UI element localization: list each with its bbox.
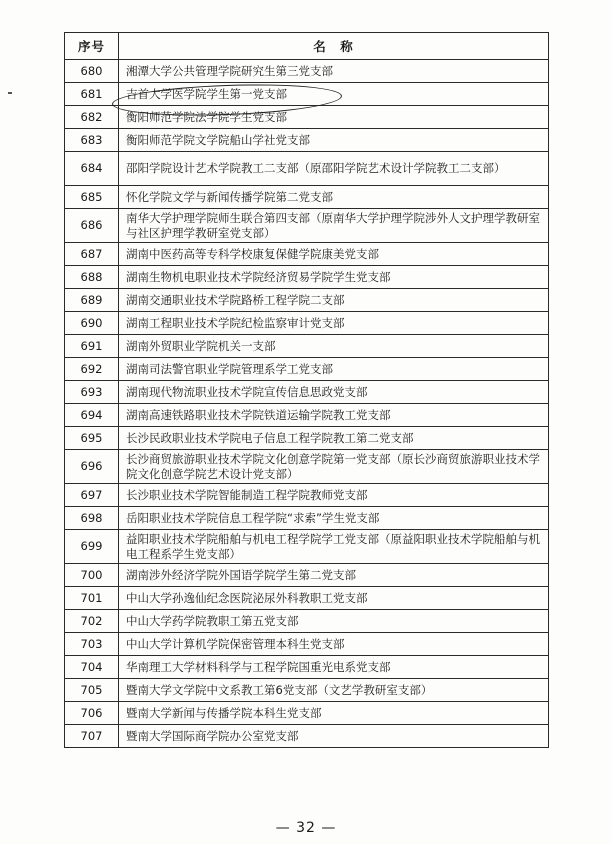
row-name: 中山大学药学院教职工第五党支部 <box>119 610 549 633</box>
row-number: 695 <box>65 427 119 450</box>
row-number: 693 <box>65 381 119 404</box>
row-number: 688 <box>65 266 119 289</box>
row-name: 南华大学护理学院师生联合第四支部（原南华大学护理学院涉外人文护理学教研室与社区护理学教研室党支部） <box>119 209 549 243</box>
table-row <box>65 186 549 209</box>
table-row <box>65 312 549 335</box>
row-number: 687 <box>65 243 119 266</box>
row-name: 长沙商贸旅游职业技术学院文化创意学院第一党支部（原长沙商贸旅游职业技术学院文化创意学院艺术设计党支部） <box>119 450 549 484</box>
row-name: 长沙职业技术学院智能制造工程学院教师党支部 <box>119 484 549 507</box>
table-row <box>65 484 549 507</box>
row-name: 湘潭大学公共管理学院研究生第三党支部 <box>119 60 549 83</box>
table-header-row <box>65 33 549 60</box>
table-row <box>65 129 549 152</box>
row-name: 湖南司法警官职业学院管理系学工党支部 <box>119 358 549 381</box>
header-num: 序号 <box>65 33 119 60</box>
row-name: 暨南大学新闻与传播学院本科生党支部 <box>119 702 549 725</box>
table-row <box>65 209 549 243</box>
row-number: 680 <box>65 60 119 83</box>
table-row <box>65 427 549 450</box>
row-name: 湖南现代物流职业技术学院宣传信息思政党支部 <box>119 381 549 404</box>
row-name: 暨南大学国际商学院办公室党支部 <box>119 725 549 748</box>
row-name: 岳阳职业技术学院信息工程学院“求索”学生党支部 <box>119 507 549 530</box>
table-row <box>65 702 549 725</box>
row-number: 684 <box>65 152 119 186</box>
row-number: 698 <box>65 507 119 530</box>
table-row <box>65 587 549 610</box>
row-number: 696 <box>65 450 119 484</box>
row-name: 湖南中医药高等专科学校康复保健学院康美党支部 <box>119 243 549 266</box>
branch-list-table <box>64 32 549 748</box>
row-number: 691 <box>65 335 119 358</box>
table-row <box>65 530 549 564</box>
page-number: — 32 — <box>275 820 337 836</box>
row-name: 湖南生物机电职业技术学院经济贸易学院学生党支部 <box>119 266 549 289</box>
row-number: 707 <box>65 725 119 748</box>
table-row <box>65 289 549 312</box>
table-row <box>65 243 549 266</box>
header-name: 名 称 <box>119 33 549 60</box>
table-row <box>65 381 549 404</box>
row-number: 681 <box>65 83 119 106</box>
row-number: 706 <box>65 702 119 725</box>
row-name: 怀化学院文学与新闻传播学院第二党支部 <box>119 186 549 209</box>
row-number: 692 <box>65 358 119 381</box>
row-number: 690 <box>65 312 119 335</box>
scan-mark <box>8 92 12 94</box>
row-name: 邵阳学院设计艺术学院教工二支部（原邵阳学院艺术设计学院教工二支部） <box>119 152 549 186</box>
row-name: 湖南交通职业技术学院路桥工程学院二支部 <box>119 289 549 312</box>
row-number: 705 <box>65 679 119 702</box>
row-name: 衡阳师范学院文学院船山学社党支部 <box>119 129 549 152</box>
row-name: 长沙民政职业技术学院电子信息工程学院教工第二党支部 <box>119 427 549 450</box>
row-number: 697 <box>65 484 119 507</box>
row-name: 暨南大学文学院中文系教工第6党支部（文艺学教研室支部） <box>119 679 549 702</box>
row-name: 吉首大学医学院学生第一党支部 <box>119 83 549 106</box>
row-name: 中山大学孙逸仙纪念医院泌尿外科教职工党支部 <box>119 587 549 610</box>
row-number: 689 <box>65 289 119 312</box>
table-row <box>65 152 549 186</box>
row-name: 中山大学计算机学院保密管理本科生党支部 <box>119 633 549 656</box>
table-row <box>65 266 549 289</box>
row-number: 699 <box>65 530 119 564</box>
row-number: 701 <box>65 587 119 610</box>
table-row <box>65 404 549 427</box>
row-name: 湖南工程职业技术学院纪检监察审计党支部 <box>119 312 549 335</box>
row-name: 湖南高速铁路职业技术学院铁道运输学院教工党支部 <box>119 404 549 427</box>
row-number: 702 <box>65 610 119 633</box>
row-number: 685 <box>65 186 119 209</box>
row-name: 湖南涉外经济学院外国语学院学生第二党支部 <box>119 564 549 587</box>
table-row <box>65 679 549 702</box>
table-row <box>65 610 549 633</box>
row-number: 703 <box>65 633 119 656</box>
row-number: 683 <box>65 129 119 152</box>
table-row <box>65 106 549 129</box>
row-name: 衡阳师范学院法学院学生党支部 <box>119 106 549 129</box>
table-row <box>65 358 549 381</box>
table-row <box>65 725 549 748</box>
table-row <box>65 656 549 679</box>
row-name: 湖南外贸职业学院机关一支部 <box>119 335 549 358</box>
row-number: 704 <box>65 656 119 679</box>
table-row <box>65 450 549 484</box>
row-name: 益阳职业技术学院船舶与机电工程学院学工党支部（原益阳职业技术学院船舶与机电工程系学生党支部） <box>119 530 549 564</box>
row-number: 694 <box>65 404 119 427</box>
row-number: 686 <box>65 209 119 243</box>
table-row <box>65 60 549 83</box>
table-row <box>65 633 549 656</box>
row-number: 700 <box>65 564 119 587</box>
table-row <box>65 564 549 587</box>
table-row <box>65 83 549 106</box>
table-row <box>65 507 549 530</box>
table-row <box>65 335 549 358</box>
row-number: 682 <box>65 106 119 129</box>
row-name: 华南理工大学材料科学与工程学院国重光电系党支部 <box>119 656 549 679</box>
